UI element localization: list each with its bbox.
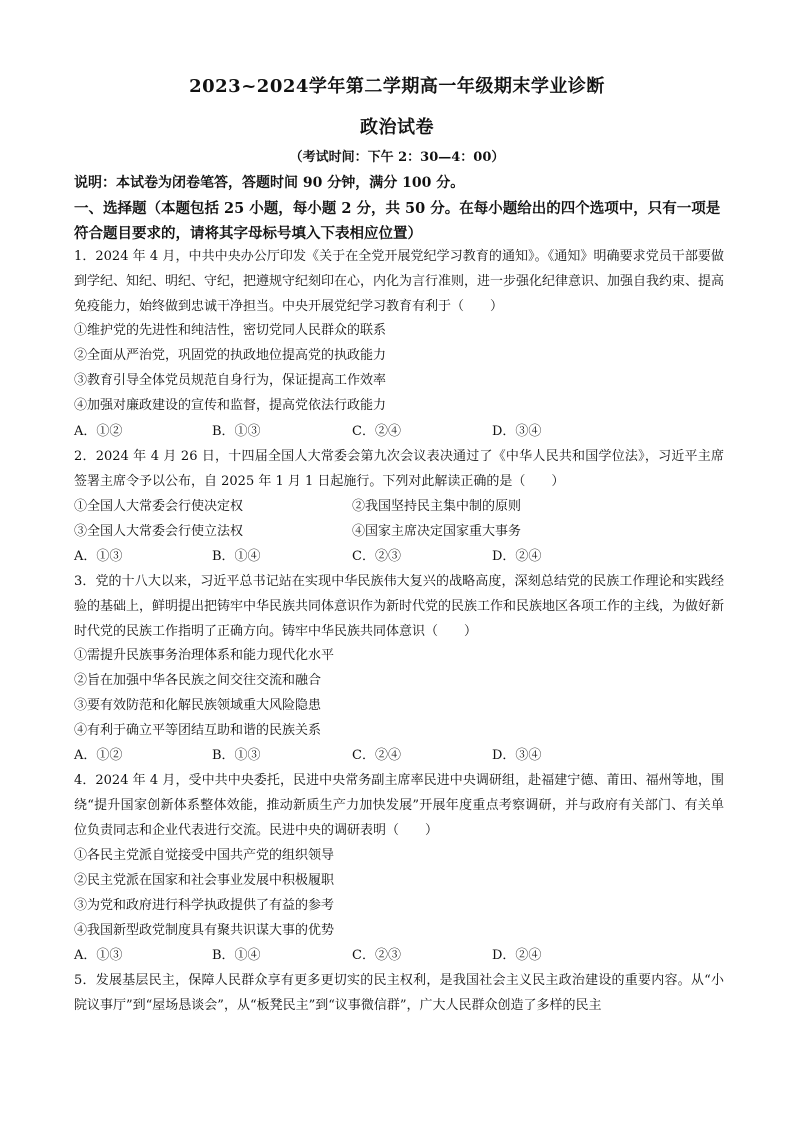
question-4-option-3: ③为党和政府进行科学执政提供了有益的参考	[74, 898, 335, 913]
answer-d: D．③④	[492, 748, 542, 763]
question-1-option-3: ③教育引导全体党员规范自身行为，保证提高工作效率	[74, 373, 387, 388]
question-5-stem: 5．发展基层民主，保障人民群众享有更多更切实的民主权利，是我国社会主义民主政治建设的重要内容。从“小院议事厅”到“屋场恳谈会”，从“板凳民主”到“议事微信群”，广大人民群众创造了多样的民主	[74, 973, 724, 1013]
answer-c: C．②③	[352, 948, 401, 963]
answer-a: A．①③	[74, 948, 123, 963]
question-2-option-2: ②我国坚持民主集中制的原则	[352, 499, 522, 514]
section-heading: 一、选择题（本题包括 25 小题，每小题 2 分，共 50 分。在每小题给出的四个选项中，只有一项是符合题目要求的，请将其字母标号填入下表相应位置）	[74, 200, 721, 242]
exam-time: （考试时间：下午 2：30—4：00）	[289, 150, 505, 165]
question-4-option-2: ②民主党派在国家和社会事业发展中积极履职	[74, 873, 335, 888]
question-3-option-1: ①需提升民族事务治理体系和能力现代化水平	[74, 648, 335, 663]
answer-b: B．①③	[212, 424, 261, 439]
answer-c: C．②③	[352, 549, 401, 564]
answer-c: C．②④	[352, 748, 401, 763]
answer-a: A．①③	[74, 549, 123, 564]
question-2-option-3: ③全国人大常委会行使立法权	[74, 524, 244, 539]
question-3-option-2: ②旨在加强中华各民族之间交往交流和融合	[74, 673, 322, 688]
question-4-stem: 4．2024 年 4 月，受中共中央委托，民进中央常务副主席率民进中央调研组，赴福建宁德、莆田、福州等地，围绕“提升国家创新体系整体效能，推动新质生产力加快发展”开展年度重点考察调研，并与政府有关部门、有关单位负责同志和企业代表进行交流。民进中央的调研表明（ ）	[74, 773, 724, 838]
answer-a: A．①②	[74, 424, 123, 439]
answer-b: B．①④	[212, 948, 261, 963]
exam-note: 说明：本试卷为闭卷笔答，答题时间 90 分钟，满分 100 分。	[74, 175, 465, 191]
question-2-stem: 2．2024 年 4 月 26 日，十四届全国人大常委会第九次会议表决通过了《中华人民共和国学位法》，习近平主席签署主席令予以公布，自 2025 年 1 月 1 日起施行。下列对此解读正确的是（ ）	[74, 449, 724, 489]
question-4-option-1: ①各民主党派自觉接受中国共产党的组织领导	[74, 848, 335, 863]
answer-d: D．②④	[492, 948, 542, 963]
answer-d: D．③④	[492, 424, 542, 439]
question-1-option-4: ④加强对廉政建设的宣传和监督，提高党依法行政能力	[74, 398, 387, 413]
question-4-option-4: ④我国新型政党制度具有聚共识谋大事的优势	[74, 923, 335, 938]
answer-d: D．②④	[492, 549, 542, 564]
answer-a: A．①②	[74, 748, 123, 763]
subject-title: 政治试卷	[360, 117, 434, 138]
exam-title: 2023~2024学年第二学期高一年级期末学业诊断	[189, 76, 605, 97]
question-1-option-2: ②全面从严治党，巩固党的执政地位提高党的执政能力	[74, 348, 387, 363]
question-2-option-1: ①全国人大常委会行使决定权	[74, 499, 244, 514]
question-1-stem: 1．2024 年 4 月，中共中央办公厅印发《关于在全党开展党纪学习教育的通知》。《通知》明确要求党员干部要做到学纪、知纪、明纪、守纪，把遵规守纪刻印在心，内化为言行准则，进一步强化纪律意识、加强自我约束、提高免疫能力，始终做到忠诚干净担当。中央开展党纪学习教育有利于（ ）	[74, 249, 725, 314]
question-3-option-4: ④有利于确立平等团结互助和谐的民族关系	[74, 723, 322, 738]
answer-b: B．①③	[212, 748, 261, 763]
answer-b: B．①④	[212, 549, 261, 564]
question-2-option-4: ④国家主席决定国家重大事务	[352, 524, 522, 539]
question-3-stem: 3．党的十八大以来，习近平总书记站在实现中华民族伟大复兴的战略高度，深刻总结党的民族工作理论和实践经验的基础上，鲜明提出把铸牢中华民族共同体意识作为新时代党的民族工作和民族地区各项工作的主线，为做好新时代党的民族工作指明了正确方向。铸牢中华民族共同体意识（ ）	[74, 574, 725, 639]
answer-c: C．②④	[352, 424, 401, 439]
question-1-option-1: ①维护党的先进性和纯洁性，密切党同人民群众的联系	[74, 323, 387, 338]
question-3-option-3: ③要有效防范和化解民族领域重大风险隐患	[74, 698, 322, 713]
